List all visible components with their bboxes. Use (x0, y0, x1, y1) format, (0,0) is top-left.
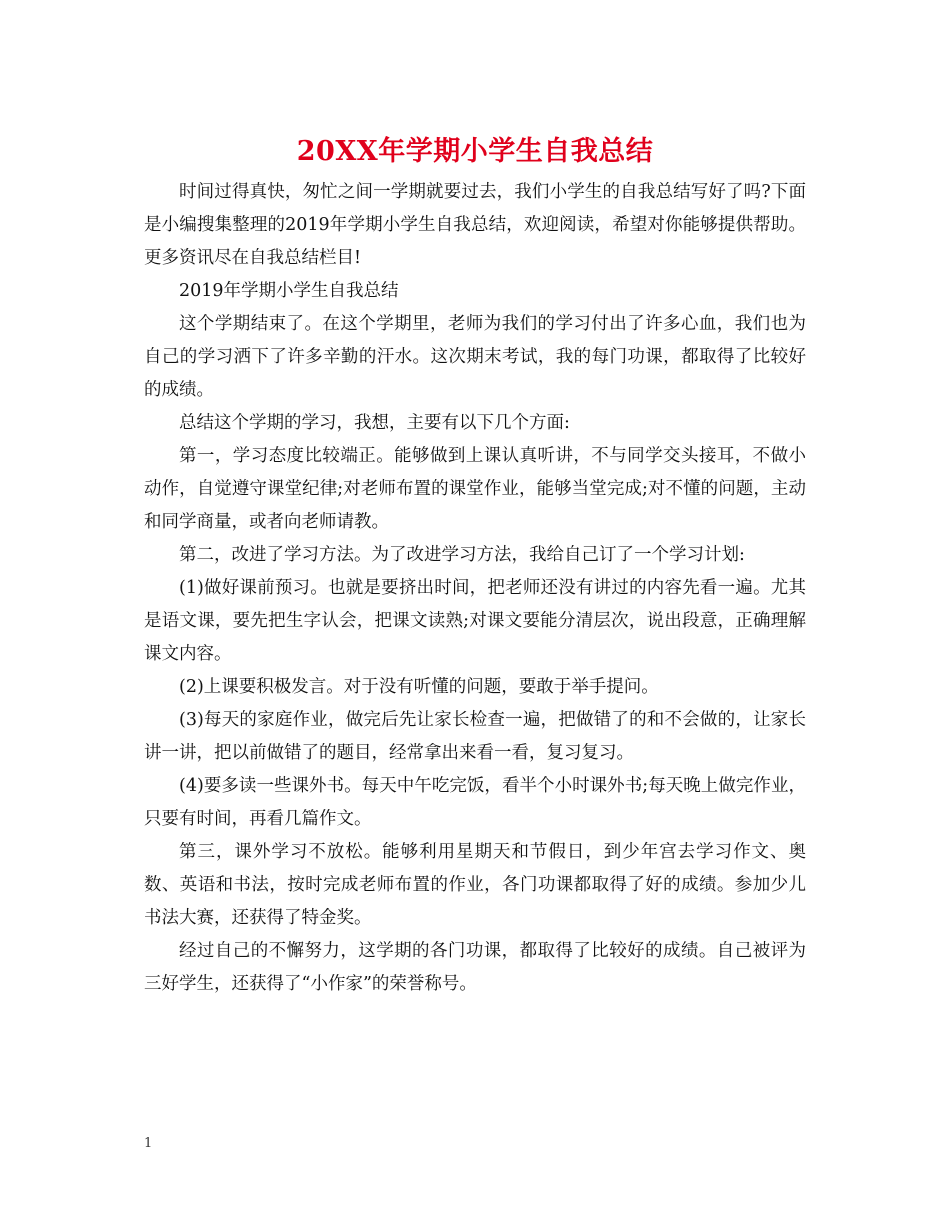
paragraph-plan-3: (3)每天的家庭作业，做完后先让家长检查一遍，把做错了的和不会做的，让家长讲一讲，把以前做错了的题目，经常拿出来看一看，复习复习。 (144, 710, 806, 763)
paragraph-subtitle: 2019年学期小学生自我总结 (179, 281, 399, 301)
paragraph-point-one: 第一，学习态度比较端正。能够做到上课认真听讲，不与同学交头接耳，不做小动作，自觉遵守课堂纪律;对老师布置的课堂作业，能够当堂完成;对不懂的问题，主动和同学商量，或者向老师请教。 (144, 446, 806, 532)
paragraph-plan-1: (1)做好课前预习。也就是要挤出时间，把老师还没有讲过的内容先看一遍。尤其是语文课，要先把生字认会，把课文读熟;对课文要能分清层次，说出段意，正确理解课文内容。 (144, 578, 806, 664)
paragraph-plan-2: (2)上课要积极发言。对于没有听懂的问题，要敢于举手提问。 (179, 677, 659, 697)
paragraph-point-three: 第三，课外学习不放松。能够利用星期天和节假日，到少年宫去学习作文、奥数、英语和书法，按时完成老师布置的作业，各门功课都取得了好的成绩。参加少儿书法大赛，还获得了特金奖。 (144, 842, 806, 928)
page-number: 1 (144, 1136, 153, 1151)
document-title: 20XX年学期小学生自我总结 (296, 136, 654, 167)
paragraph-summary-lead: 总结这个学期的学习，我想，主要有以下几个方面: (179, 413, 570, 433)
paragraph-point-two: 第二，改进了学习方法。为了改进学习方法，我给自己订了一个学习计划: (179, 545, 745, 565)
paragraph-plan-4: (4)要多读一些课外书。每天中午吃完饭，看半个小时课外书;每天晚上做完作业，只要有时间，再看几篇作文。 (144, 776, 806, 829)
paragraph-intro: 时间过得真快，匆忙之间一学期就要过去，我们小学生的自我总结写好了吗?下面是小编搜集整理的2019年学期小学生自我总结，欢迎阅读，希望对你能够提供帮助。更多资讯尽在自我总结栏目! (144, 182, 806, 268)
paragraph-conclusion: 经过自己的不懈努力，这学期的各门功课，都取得了比较好的成绩。自己被评为三好学生，还获得了“小作家”的荣誉称号。 (144, 941, 806, 994)
paragraph-semester-end: 这个学期结束了。在这个学期里，老师为我们的学习付出了许多心血，我们也为自己的学习洒下了许多辛勤的汗水。这次期末考试，我的每门功课，都取得了比较好的成绩。 (144, 314, 806, 400)
document-body (144, 176, 806, 1001)
